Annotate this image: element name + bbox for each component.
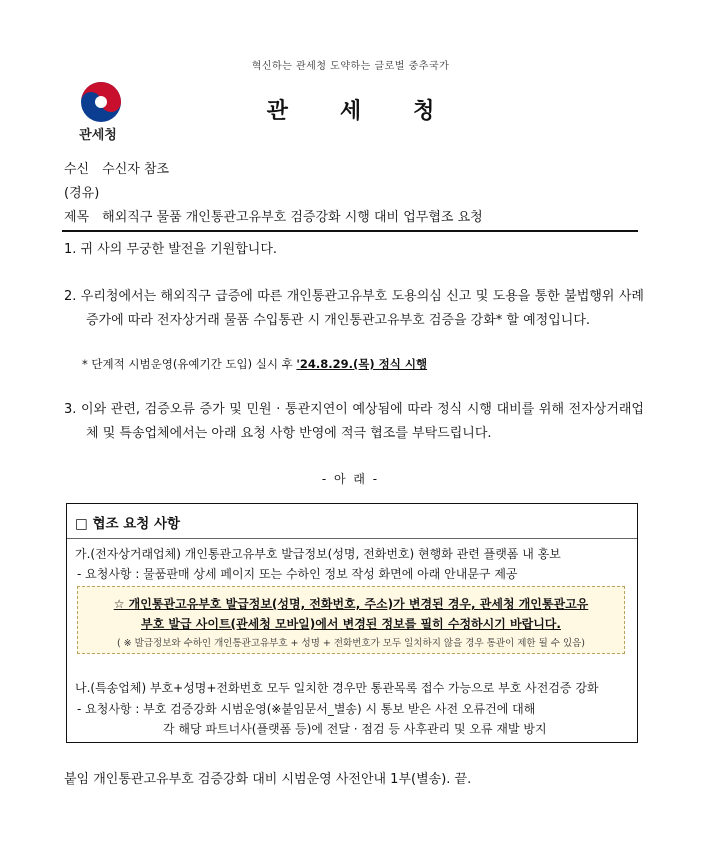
recipient-line bbox=[64, 160, 169, 180]
header-divider bbox=[62, 230, 638, 232]
request-box-divider bbox=[67, 538, 637, 539]
item-ga: 가.(전자상거래업체) 개인통관고유부호 발급정보(성명, 전화번호) 현행화 관련 플랫폼 내 홍보 bbox=[75, 547, 561, 561]
item-na: 나.(특송업체) 부호+성명+전화번호 모두 일치한 경우만 통관목록 접수 가능으로 부호 사전검증 강화 bbox=[75, 681, 599, 695]
item-na-request-2: 각 해당 파트너사(플랫폼 등)에 전달 · 점검 등 사후관리 및 오류 재발 방지 bbox=[163, 722, 547, 736]
slogan: 혁신하는 관세청 도약하는 글로벌 중추국가 bbox=[251, 61, 450, 72]
notice-line-1: ☆ 개인통관고유부호 발급정보(성명, 전화번호, 주소)가 변경된 경우, 관세청 개인통관고유 bbox=[113, 597, 589, 611]
paragraph-2: 2. 우리청에서는 해외직구 급증에 따른 개인통관고유부호 도용의심 신고 및 도용을 통한 불법행위 사례 증가에 따라 전자상거래 물품 수입통관 시 개인통관고유부호 검증을 강화* 할 예정입니다. bbox=[64, 289, 644, 328]
paragraph-1: 1. 귀 사의 무궁한 발전을 기원합니다. bbox=[64, 242, 278, 257]
recipient-value: 수신자 참조 bbox=[102, 162, 170, 177]
effective-date: '24.8.29.(목) 정식 시행 bbox=[296, 357, 428, 371]
item-ga-request: - 요청사항 : 물품판매 상세 페이지 또는 수하인 정보 작성 화면에 아래 안내문구 제공 bbox=[77, 567, 518, 581]
logo-text: 관세청 bbox=[79, 128, 117, 143]
subject-value: 해외직구 물품 개인통관고유부호 검증강화 시행 대비 업무협조 요청 bbox=[102, 210, 483, 225]
attachment-line: 붙임 개인통관고유부호 검증강화 대비 시범운영 사전안내 1부(별송). 끝. bbox=[64, 772, 472, 787]
request-box bbox=[66, 503, 638, 743]
subject-line bbox=[64, 208, 483, 228]
notice-line-2: 부호 발급 사이트(관세청 모바일)에서 변경된 정보를 필히 수정하시기 바랍니다. bbox=[141, 617, 561, 631]
paragraph-3: 3. 이와 관련, 검증오류 증가 및 민원 · 통관지연이 예상됨에 따라 정식 시행 대비를 위해 전자상거래업체 및 특송업체에서는 아래 요청 사항 반영에 적극 협조를 부탁드립니다. bbox=[64, 402, 644, 441]
item-na-request-1: - 요청사항 : 부호 검증강화 시범운영(※붙임문서_별송) 시 통보 받은 사전 오류건에 대해 bbox=[77, 702, 536, 716]
notice-box bbox=[77, 586, 625, 654]
ahrae-marker: - 아 래 - bbox=[321, 472, 380, 486]
paragraph-2-note: * 단계적 시범운영(유예기간 도입) 실시 후 '24.8.29.(목) 정식 시행 bbox=[82, 357, 428, 371]
notice-line-3: ( ※ 발급정보와 수하인 개인통관고유부호 + 성명 + 전화번호가 모두 일치하지 않을 경우 통관이 제한 될 수 있음) bbox=[116, 638, 586, 649]
recipient-key: 수신 bbox=[64, 162, 90, 177]
via-line: (경유) bbox=[64, 186, 100, 201]
agency-name: 관세청 bbox=[266, 99, 487, 124]
request-box-title: □ 협조 요청 사항 bbox=[75, 516, 181, 532]
subject-key: 제목 bbox=[64, 210, 90, 225]
